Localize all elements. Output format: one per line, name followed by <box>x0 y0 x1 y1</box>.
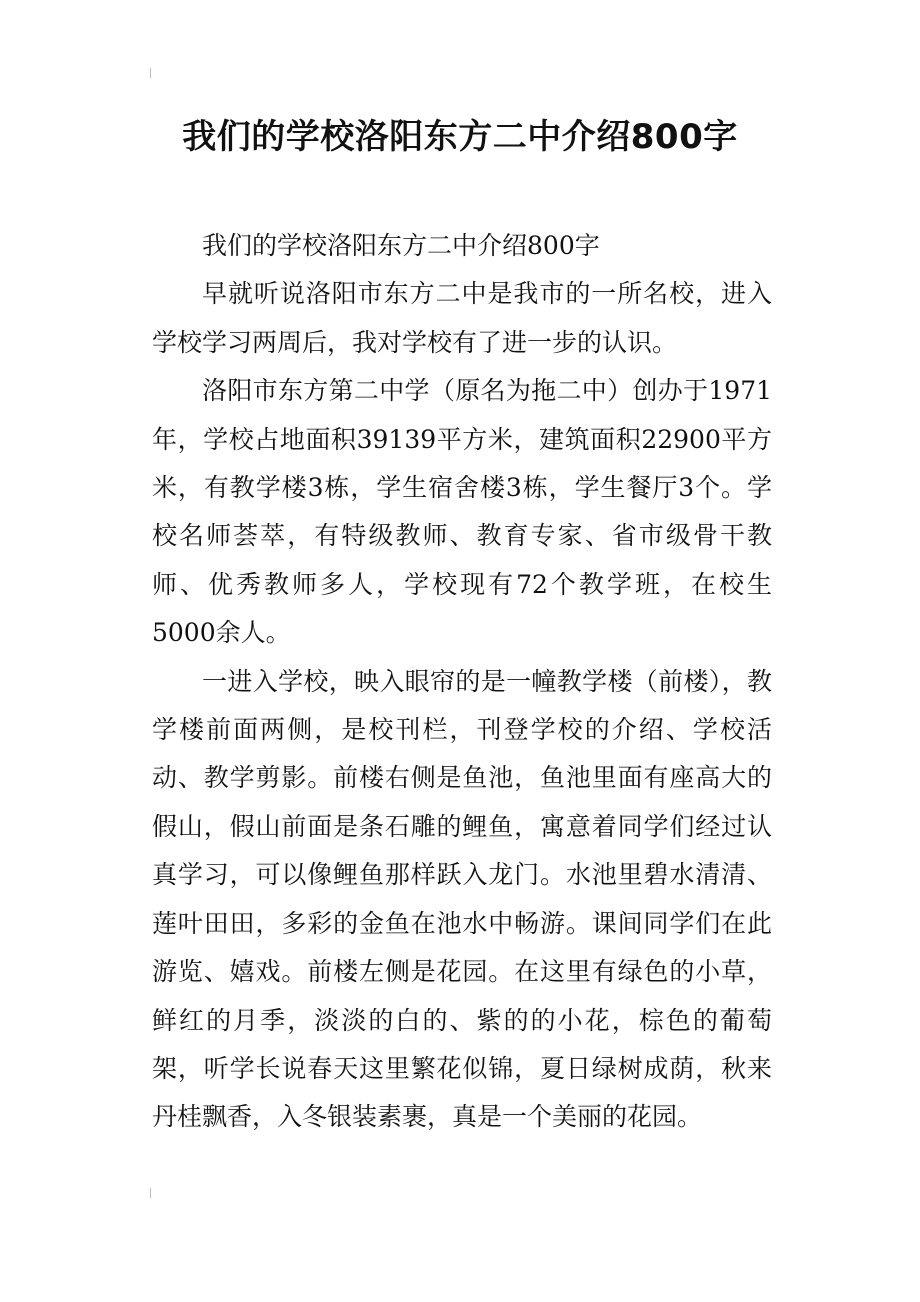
corner-mark-top <box>150 68 155 78</box>
paragraph: 早就听说洛阳市东方二中是我市的一所名校，进入学校学习两周后，我对学校有了进一步的认识。 <box>152 279 772 357</box>
paragraph: 一进入学校，映入眼帘的是一幢教学楼（前楼），教学楼前面两侧，是校刊栏，刊登学校的介绍、学校活动、教学剪影。前楼右侧是鱼池，鱼池里面有座高大的假山，假山前面是条石雕的鲤鱼，寓意着同学们经过认真学习，可以像鲤鱼那样跃入龙门。水池里碧水清清、莲叶田田，多彩的金鱼在池水中畅游。课间同学们在此游览、嬉戏。前楼左侧是花园。在这里有绿色的小草，鲜红的月季，淡淡的白的、紫的的小花，棕色的葡萄架，听学长说春天这里繁花似锦，夏日绿树成荫，秋来丹桂飘香，入冬银装素裹，真是一个美丽的花园。 <box>152 666 772 1132</box>
paragraph: 洛阳市东方第二中学（原名为拖二中）创办于1971年，学校占地面积39139平方米，建筑面积22900平方米，有教学楼3栋，学生宿舍楼3栋，学生餐厅3个。学校名师荟萃，有特级教师、教育专家、省市级骨干教师、优秀教师多人，学校现有72个教学班，在校生5000余人。 <box>152 376 772 648</box>
paragraph: 我们的学校洛阳东方二中介绍800字 <box>202 231 600 260</box>
document-body <box>152 222 772 1142</box>
corner-mark-bottom <box>150 1188 155 1198</box>
document-title: 我们的学校洛阳东方二中介绍800字 <box>182 117 738 157</box>
